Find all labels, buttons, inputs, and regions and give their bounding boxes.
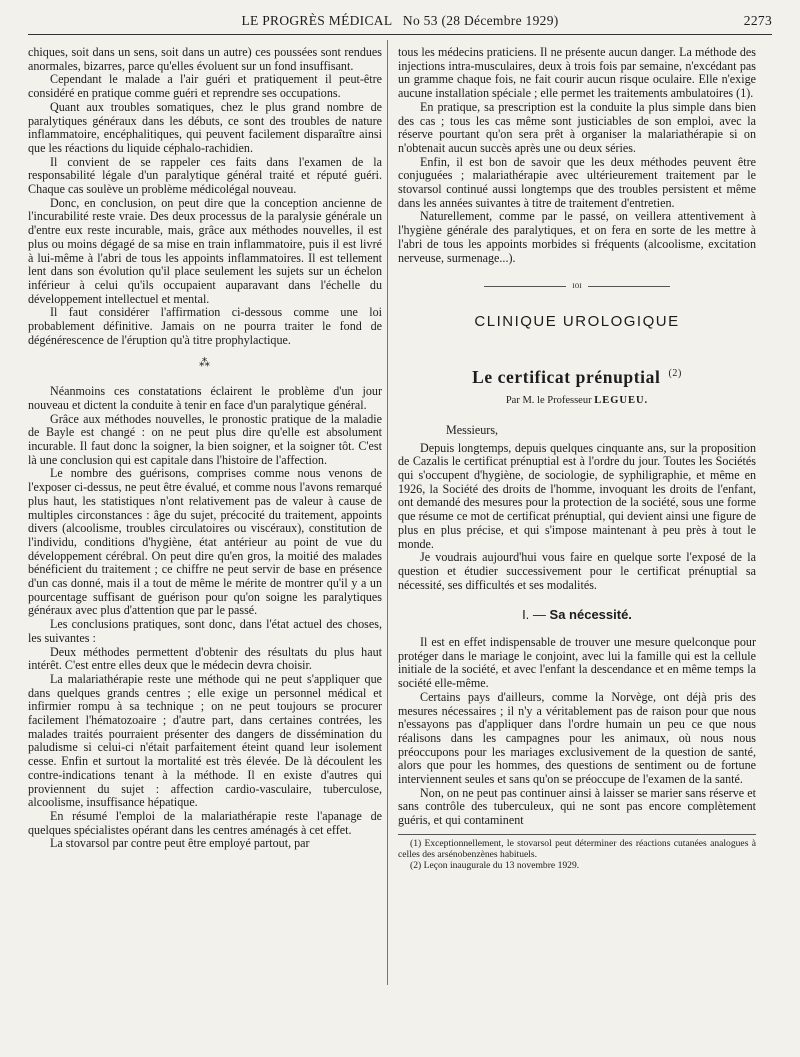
article-title: [398, 367, 756, 385]
paragraph: La stovarsol par contre peut être employé partout, par: [50, 836, 310, 851]
paragraph: Enfin, il est bon de savoir que les deux méthodes peuvent être conjuguées ; malariathérapie avec ultérieurement traitement par le stovarsol continué aussi longtemps que des troubles persistent et même dans les années suivantes à titre de traitement d'entretien.: [398, 154, 756, 210]
divider-line: [484, 286, 566, 287]
salutation: Messieurs,: [446, 422, 499, 437]
paragraph: Certains pays d'ailleurs, comme la Norvège, ont déjà pris des mesures nécessaires ; il n'y a véritablement pas de raison pour que nous n'essayons pas d'appliquer dans l'ordre humain un peu ce que nous réalisons dans les campagnes pour les animaux, où nous nous préoccupons pour les mariages exclusivement de la question de santé, alors que pour les hommes, des questions de sentiment ou de fortune interviennent seules et sans qu'on se préoccupe de l'examen de la santé.: [398, 689, 756, 787]
section-title: CLINIQUE UROLOGIQUE: [474, 312, 680, 330]
paragraph: Il est en effet indispensable de trouver une mesure quelconque pour protéger dans le mariage le conjoint, avec lui la famille qui est la cellule initiale de la société, et avec l'enfant la descendance et en même temps la société elle-même.: [398, 635, 756, 691]
paragraph: Il convient de se rappeler ces faits dans l'examen de la responsabilité légale d'un paralytique général traité et réputé guéri. Chaque cas soulève un problème médicolégal nouveau.: [28, 154, 382, 197]
paragraph: Depuis longtemps, depuis quelques cinquante ans, sur la proposition de Cazalis le certificat prénuptial est à l'ordre du jour. Toutes les Sociétés qui s'occupent d'hygiène, de sociologie, de syphiligraphie, et même en 1926, la Société des droits de l'homme, invoquant les droits de l'enfant, ont demandé des mesures pour la protection de la société, sous une forme que résume ce mot de certificat prénuptial, qui devient ainsi une figure de plus en plus précise, et qui s'impose maintenant à peu près à tout le monde.: [398, 440, 756, 551]
paragraph: Quant aux troubles somatiques, chez le plus grand nombre de paralytiques généraux dans les débuts, ce sont des troubles de nature inflammatoire, encéphalitiques, qui peuvent facilement disparaître ainsi que les réactions du liquide céphalo-rachidien.: [28, 99, 382, 155]
paragraph: Le nombre des guérisons, comprises comme nous venons de l'exposer ci-dessus, ne peut être évalué, et comme nous l'avons remarqué plus haut, les statistiques n'ont relativement pas de valeur à cause de multiples circonstances : âge du sujet, précocité du traitement, appoints divers (alcoolisme, troubles circulatoires ou viscéraux), constitution de l'individu, conditions d'hygiène, état antérieur au point de vue du développement cérébral. On peut dire qu'en gros, la moitié des malades bénéficient du traitement ; ce chiffre ne peut servir de base en présence d'un cas donné, mais il a tout de même le mérite de montrer qu'il y a un pourcentage suffisant de guérison pour qu'on soigne les paralytiques généraux avec plus d'attention que par le passé.: [28, 466, 382, 618]
paragraph: Donc, en conclusion, on peut dire que la conception ancienne de l'incurabilité reste vraie. Des deux processus de la paralysie générale un d'entre eux reste incurable, mais, grâce aux méthodes nouvelles, il est plus ou moins dégagé de sa mise en train inflammatoire, puis il est livré à lui-même à l'abri de tous les appoints inflammatoires. Il est tellement lent dans son évolution qu'il place seulement les sujets sur un échelon inférieur à celui qu'ils occupaient auparavant dans l'échelle du développement intellectuel et mental.: [28, 195, 382, 306]
paragraph: Cependant le malade a l'air guéri et pratiquement il peut-être considéré en pratique comme guéri et reprendre ses occupations.: [28, 72, 382, 101]
right-column: [398, 46, 756, 871]
divider-line: [588, 286, 670, 287]
footnotes: [398, 834, 756, 871]
subsection-title: Sa nécessité.: [549, 607, 632, 623]
paragraph: La malariathérapie reste une méthode qui ne peut s'appliquer que dans quelques grands centres ; elle exige un personnel médical et infirmier rompu à sa technique ; on ne peut toujours se procurer facilement l'hématozoaire ; d'autre part, dans certaines contrées, les malades traités pourraient présenter des dangers de dissémination du paludisme si celui-ci n'était parfaitement éteint quand leur isolement cesse. Enfin et surtout la mortalité est très élevée. De là découlent les contre-indications tenant à la méthode. Il en existe d'autres qui proviennent du sujet : affection cardio-vasculaire, tuberculose, alcoolisme, insuffisance hépatique.: [28, 671, 382, 810]
byline: [398, 394, 756, 408]
subsection-heading: [398, 608, 756, 622]
paragraph: Néanmoins ces constatations éclairent le problème d'un jour nouveau et dictent la conduite à tenir en face d'un paralytique général.: [28, 384, 382, 412]
issue-info: No 53 (28 Décembre 1929): [402, 13, 559, 28]
paragraph: En résumé l'emploi de la malariathérapie reste l'apanage de quelques spécialistes opérant dans les centres aménagés à cet effet.: [28, 808, 382, 837]
ornamental-divider: [398, 279, 756, 293]
paragraph: tous les médecins praticiens. Il ne présente aucun danger. La méthode des injections intra-musculaires, deux à trois fois par semaine, n'excédant pas un gramme chaque fois, ne fait courir aucun risque oculaire. Elle n'exige aucune installation spéciale ; elle permet les traitements ambulatoires (1).: [398, 45, 756, 101]
journal-name: LE PROGRÈS MÉDICAL: [241, 13, 392, 28]
paragraph: Grâce aux méthodes nouvelles, le pronostic pratique de la maladie de Bayle est changé : on ne peut plus dire qu'elle est absolument incurable. Il faut donc la soigner, la bien soigner, et la soigner tôt. C'est là une conclusion qui est capitale dans l'histoire de l'affection.: [28, 411, 382, 467]
paragraph: Les conclusions pratiques, sont donc, dans l'état actuel des choses, les suivantes :: [28, 617, 382, 645]
running-header: [28, 10, 772, 35]
paragraph: Naturellement, comme par le passé, on veillera attentivement à l'hygiène générale des paralytiques, et on fera en sorte de les mettre à l'abri de tous les appoints morbides si fréquents (alcoolisme, excitation nerveuse, surmenage...).: [398, 209, 756, 265]
footnote: (2) Leçon inaugurale du 13 novembre 1929.: [410, 859, 580, 871]
paragraph: Il faut considérer l'affirmation ci-dessous comme une loi probablement définitive. Jamais on ne pourra traiter le fond de dégénérescence de l'éruption qu'à titre prophylactique.: [28, 305, 382, 347]
article-footnote-ref: (2): [668, 367, 682, 379]
author-name: LEGUEU.: [594, 395, 649, 407]
paragraph: chiques, soit dans un sens, soit dans un autre) ces poussées sont rendues anormales, bizarres, parce qu'elles évoluent sur un fond insuffisant.: [28, 45, 382, 73]
subsection-number: I. —: [522, 607, 546, 623]
paragraph: Non, on ne peut pas continuer ainsi à laisser se marier sans réserve et sans contrôle des tuberculeux, qui ne sont pas encore complètement guéris, et qui contaminent: [398, 785, 756, 828]
byline-prefix: Par M. le Professeur: [505, 395, 592, 407]
article-title-text: Le certificat prénuptial: [472, 366, 661, 387]
section-separator: ⁂: [199, 357, 211, 370]
left-column: [28, 46, 382, 851]
paragraph: Je voudrais aujourd'hui vous faire en quelque sorte l'exposé de la question et étudier successivement pour le certificat prénuptial sa nécessité, ses difficultés et ses modalités.: [398, 550, 756, 592]
column-divider: [387, 40, 388, 985]
paragraph: Deux méthodes permettent d'obtenir des résultats du plus haut intérêt. C'est entre elles deux que le médecin devra choisir.: [28, 644, 382, 673]
paragraph: En pratique, sa prescription est la conduite la plus simple dans bien des cas ; tous les cas même sont justiciables de son emploi, avec la réserve pourtant qu'on sera prêt à organiser la malariathérapie si on n'obtenait aucun succès après une ou deux séries.: [398, 99, 756, 155]
footnote: (1) Exceptionnellement, le stovarsol peut déterminer des réactions cutanées analogues à celles des arsénobenzènes habituels.: [398, 837, 756, 860]
page-number: 2273: [743, 13, 772, 28]
divider-ornament: ɪᴏɪ: [572, 280, 582, 291]
header-title: [28, 13, 772, 29]
